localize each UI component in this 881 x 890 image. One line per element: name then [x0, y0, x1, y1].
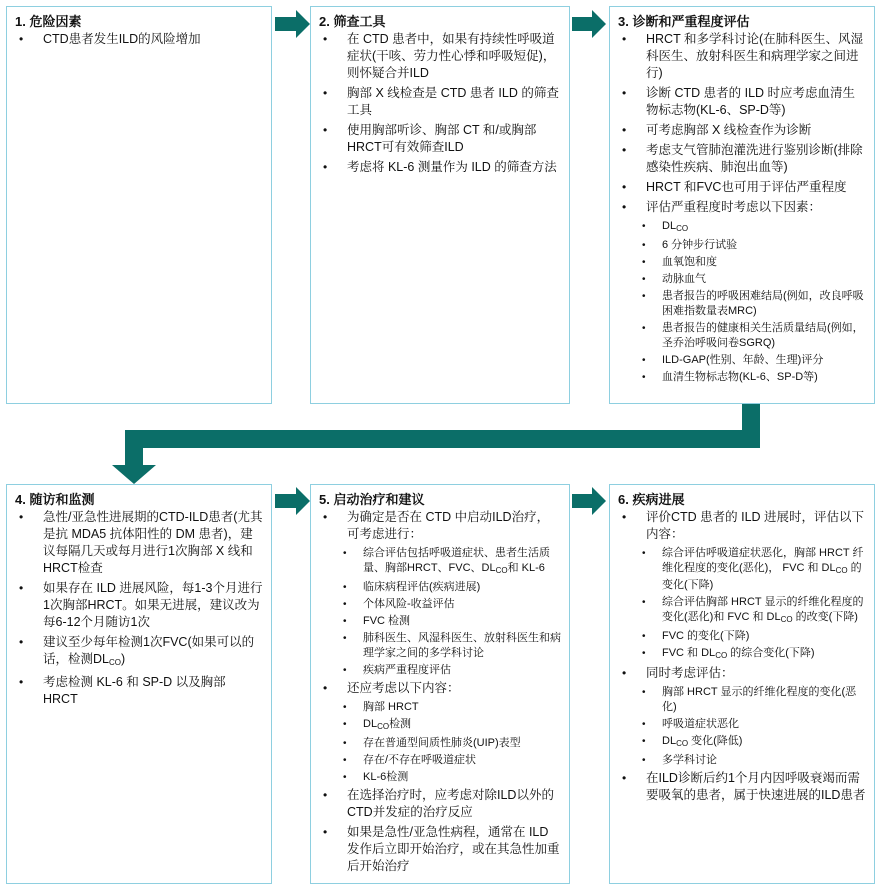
list-item: • 考虑支气管肺泡灌洗进行鉴别诊断(排除感染性疾病、肺泡出血等)	[618, 142, 866, 176]
list-item: • HRCT 和多学科讨论(在肺科医生、风湿科医生、放射科医生和病理学家之间进行)	[618, 31, 866, 82]
sub-item: • 个体风险-收益评估	[319, 597, 561, 612]
arrow-3-to-4	[112, 403, 760, 484]
dlco-subscript: CO	[780, 615, 793, 624]
sub-item: • 患者报告的健康相关生活质量结局(例如，圣乔治呼吸问卷SGRQ)	[618, 321, 866, 351]
sub-item: • FVC 的变化(下降)	[618, 629, 866, 644]
sub-item	[319, 546, 561, 578]
sub-item: • 存在/不存在呼吸道症状	[319, 753, 561, 768]
sub-item: • 血清生物标志物(KL-6、SP-D等)	[618, 370, 866, 385]
sub-item: • ILD-GAP(性别、年龄、生理)评分	[618, 353, 866, 368]
sub-item-list	[618, 546, 866, 663]
list-item: • 如果是急性/亚急性病程，通常在 ILD 发作后立即开始治疗，或在其急性加重后开始治疗	[319, 824, 561, 875]
sub-item: • 6 分钟步行试验	[618, 238, 866, 253]
list-item: • 在ILD诊断后约1个月内因呼吸衰竭而需要吸氧的患者，属于快速进展的ILD患者	[618, 770, 866, 804]
dlco-subscript: CO	[835, 566, 848, 575]
list-item: • 在选择治疗时，应考虑对除ILD以外的CTD并发症的治疗反应	[319, 787, 561, 821]
sub-item-list	[618, 219, 866, 385]
sub-item: • 肺科医生、风湿科医生、放射科医生和病理学家之间的多学科讨论	[319, 631, 561, 661]
item-list	[319, 509, 561, 543]
item-list	[618, 509, 866, 543]
list-item: • 考虑将 KL-6 测量作为 ILD 的筛查方法	[319, 159, 561, 176]
sub-item-text-end: 检测	[389, 718, 412, 730]
sub-item	[618, 546, 866, 593]
list-item	[15, 634, 263, 671]
sub-item-text: 综合评估包括呼吸道症状、患者生活质量、胸部HRCT、FVC、DL	[363, 547, 550, 574]
arrow-1-to-2	[275, 10, 310, 38]
list-item: • 同时考虑评估：	[618, 665, 866, 682]
sub-item: • 血氧饱和度	[618, 255, 866, 270]
box-title: 5. 启动治疗和建议	[319, 492, 425, 507]
box-diagnosis-severity	[609, 6, 875, 404]
item-list	[618, 770, 866, 804]
arrow-4-to-5	[275, 487, 310, 515]
dlco-subscript: CO	[676, 224, 689, 233]
item-list	[618, 31, 866, 216]
box-title: 3. 诊断和严重程度评估	[618, 14, 750, 29]
sub-item: • 胸部 HRCT	[319, 700, 561, 715]
sub-item-text-end: 的综合变化(下降)	[727, 647, 815, 659]
sub-item-text-end: 和 KL-6	[507, 562, 545, 574]
box-treatment-initiation	[310, 484, 570, 884]
sub-item: • 临床病程评估(疾病进展)	[319, 580, 561, 595]
box-followup-monitoring	[6, 484, 272, 884]
list-item: • 评估严重程度时考虑以下因素：	[618, 199, 866, 216]
sub-item	[618, 595, 866, 627]
arrow-5-to-6	[572, 487, 606, 515]
box-title: 2. 筛查工具	[319, 14, 386, 29]
box-title: 6. 疾病进展	[618, 492, 685, 507]
dlco-subscript: CO	[715, 651, 728, 660]
sub-item-text-end: 的变化(下降)	[662, 562, 862, 591]
box-disease-progression	[609, 484, 875, 884]
item-list	[319, 31, 561, 176]
dlco-subscript: CO	[676, 739, 689, 748]
item-list	[319, 787, 561, 875]
sub-item: • FVC 检测	[319, 614, 561, 629]
list-item: • 评价CTD 患者的 ILD 进展时，评估以下内容：	[618, 509, 866, 543]
sub-item-text-end: 变化(降低)	[688, 735, 743, 747]
list-item: • HRCT 和FVC也可用于评估严重程度	[618, 179, 866, 196]
sub-item: • 患者报告的呼吸困难结局(例如，改良呼吸困难指数量表MRC)	[618, 289, 866, 319]
list-item: • 如果存在 ILD 进展风险，每1-3个月进行1次胸部HRCT。如果无进展，建议改为每6-12个月随访1次	[15, 580, 263, 631]
dlco-subscript: CO	[495, 566, 508, 575]
list-item: • 还应考虑以下内容：	[319, 680, 561, 697]
box-screening-tools	[310, 6, 570, 404]
sub-item-text: 综合评估呼吸道症状恶化，胸部 HRCT 纤维化程度的变化(恶化)， FVC 和 DL	[662, 547, 864, 574]
list-item: • 可考虑胸部 X 线检查作为诊断	[618, 122, 866, 139]
item-list	[15, 31, 263, 48]
item-text: 建议至少每年检测1次FVC(如果可以的话，检测DL	[43, 635, 255, 666]
list-item: • 诊断 CTD 患者的 ILD 时应考虑血清生物标志物(KL-6、SP-D等)	[618, 85, 866, 119]
dlco-text: DL	[662, 220, 677, 232]
list-item: • 使用胸部听诊、胸部 CT 和/或胸部 HRCT可有效筛查ILD	[319, 122, 561, 156]
dlco-text: DL	[363, 718, 378, 730]
sub-item	[618, 646, 866, 663]
dlco-subscript: CO	[377, 722, 390, 731]
arrow-2-to-3	[572, 10, 606, 38]
dlco-text: DL	[662, 735, 677, 747]
box-title: 4. 随访和监测	[15, 492, 95, 507]
item-list	[15, 509, 263, 708]
sub-item	[319, 717, 561, 734]
list-item: • 胸部 X 线检查是 CTD 患者 ILD 的筛查工具	[319, 85, 561, 119]
list-item: • 为确定是否在 CTD 中启动ILD治疗，可考虑进行：	[319, 509, 561, 543]
sub-item-list	[618, 685, 866, 768]
sub-item-list	[319, 700, 561, 785]
sub-item: • 多学科讨论	[618, 753, 866, 768]
box-risk-factors	[6, 6, 272, 404]
sub-item: • 动脉血气	[618, 272, 866, 287]
sub-item: • KL-6检测	[319, 770, 561, 785]
sub-item-text-end: 的改变(下降)	[792, 611, 858, 623]
list-item: • 考虑检测 KL-6 和 SP-D 以及胸部 HRCT	[15, 674, 263, 708]
list-item: • 在 CTD 患者中，如果有持续性呼吸道症状(干咳、劳力性心悸和呼吸短促)，则怀疑合并ILD	[319, 31, 561, 82]
dlco-subscript: CO	[108, 658, 121, 667]
item-list	[319, 680, 561, 697]
item-list	[618, 665, 866, 682]
list-item: • 急性/亚急性进展期的CTD-ILD患者(尤其是抗 MDA5 抗体阳性的 DM 患者)，建议每隔几天或每月进行1次胸部 X 线和 HRCT检查	[15, 509, 263, 577]
box-title: 1. 危险因素	[15, 14, 82, 29]
sub-item: • 胸部 HRCT 显示的纤维化程度的变化(恶化)	[618, 685, 866, 715]
item-text-end: )	[120, 652, 126, 666]
sub-item-text: FVC 和 DL	[662, 647, 716, 659]
sub-item	[618, 219, 866, 236]
list-item: • CTD患者发生ILD的风险增加	[15, 31, 263, 48]
sub-item: • 呼吸道症状恶化	[618, 717, 866, 732]
sub-item: • 疾病严重程度评估	[319, 663, 561, 678]
sub-item-text: 综合评估胸部 HRCT 显示的纤维化程度的变化(恶化)和 FVC 和 DL	[662, 596, 864, 623]
sub-item	[618, 734, 866, 751]
sub-item: • 存在普通型间质性肺炎(UIP)表型	[319, 736, 561, 751]
sub-item-list	[319, 546, 561, 678]
